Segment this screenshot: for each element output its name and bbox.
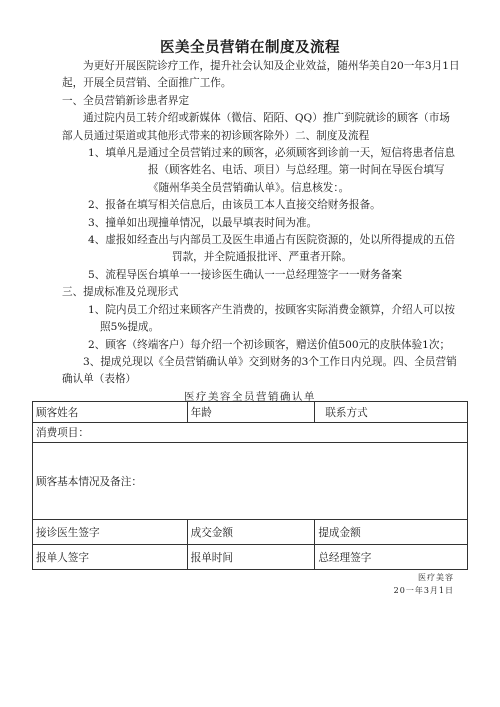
rule-item-2: 2、报备在填写相关信息后，由该员工本人直接交给财务报备。 [88, 199, 381, 212]
footer-date: 20一年3月1日 [393, 586, 454, 595]
form-row-consumption [33, 423, 468, 443]
section3-heading: 三、提成标准及兑现形式 [62, 286, 179, 299]
commission-amount-label: 提成金额 [315, 520, 468, 545]
report-time-label: 报单时间 [187, 545, 315, 570]
form-row-customer-info [33, 443, 468, 520]
confirmation-form-table [32, 401, 468, 570]
customer-name-label: 顾客姓名 [33, 402, 188, 423]
form-title: 医疗美容全员营销确认单 [184, 391, 316, 403]
rule-item-3: 3、撞单如出现撞单情况，以最早填表时间为准。 [88, 216, 318, 229]
form-row-signatures [33, 545, 468, 570]
commission-item-1: 1、院内员工介绍过来顾客产生消费的，按顾客实际消费金额算，介绍人可以按照5%提成。 [88, 303, 455, 334]
doctor-sign-label: 接诊医生签字 [33, 520, 188, 545]
rule-item-5: 5、流程导医台填单一一接诊医生确认一一总经理签字一一财务备案 [88, 268, 402, 281]
section1-heading: 一、全员营销新诊患者界定 [62, 94, 190, 107]
reporter-sign-label: 报单人签字 [33, 545, 188, 570]
form-row-amounts [33, 520, 468, 545]
commission-item-2: 2、顾客（终端客户）每介绍一个初诊顾客，赠送价值500元的皮肤体验1次； [88, 338, 451, 351]
section1-text: 通过院内员工转介绍或新媒体（微信、陌陌、QQ）推广到院就诊的顾客（市场部人员通过渠道或其他形式带来的初诊顾客除外）二、制度及流程 [62, 112, 450, 142]
age-label: 年龄 [187, 402, 315, 423]
document-title: 医美全员营销在制度及流程 [160, 40, 340, 56]
commission-item-3: 3、提成兑现以《全员营销确认单》交到财务的3个工作日内兑现。四、全员营销确认单（表格） [62, 355, 457, 386]
consumption-item-label: 消费项目： [33, 423, 468, 443]
customer-info-label: 顾客基本情况及备注： [33, 443, 468, 520]
contact-label: 联系方式 [315, 402, 468, 423]
deal-amount-label: 成交金额 [187, 520, 315, 545]
rule-item-4: 4、虚报如经查出与内部员工及医生串通占有医院资源的，处以所得提成的五倍罚款，并全院通报批评、严重者开除。 [88, 234, 455, 264]
intro-paragraph: 为更好开展医院诊疗工作，提升社会认知及企业效益，随州华美自20一年3月1日起，开展全员营销、全面推广工作。 [62, 60, 460, 90]
gm-sign-label: 总经理签字 [315, 545, 468, 570]
rule-item-1: 1、填单凡是通过全员营销过来的顾客，必须顾客到诊前一天，短信将患者信息报（顾客姓名、电话、项目）与总经理。第一时间在导医台填写《随州华美全员营销确认单》。信息核发：。 [88, 147, 455, 194]
footer-org: 医疗美容 [418, 573, 454, 582]
form-row-customer [33, 402, 468, 423]
document-body [62, 58, 460, 389]
